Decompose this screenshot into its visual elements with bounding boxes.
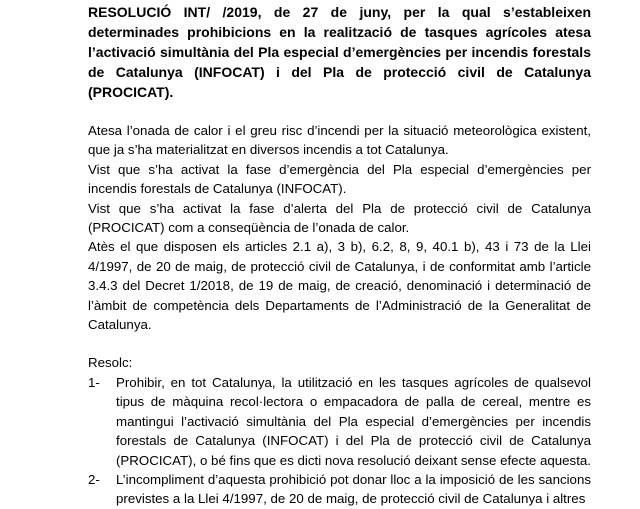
resolution-list	[88, 373, 591, 509]
item-number: 1-	[88, 374, 100, 390]
spacer	[88, 102, 591, 121]
paragraph-ates: Atès el que disposen els articles 2.1 a), 3 b), 6.2, 8, 9, 40.1 b), 43 i 73 de la Llei 4/1997, de 20 de maig, de protecció civil de Catalunya, i de conformitat amb l’article 3.4.3 del Decret 1/2018, de 19 de maig, de creació, denominació i determinació de l’àmbit de competència dels Departaments de l’Administració de la Generalitat de Catalunya.	[88, 239, 591, 333]
paragraph-vist-procicat: Vist que s’ha activat la fase d’alerta del Pla de protecció civil de Catalunya (PROCICAT) com a conseqüència de l’onada de calor.	[88, 200, 591, 236]
paragraph-atesa: Atesa l’onada de calor i el greu risc d’incendi per la situació meteorològica existent, que ja s’ha materialitzat en diversos incendis a tot Catalunya.	[88, 123, 591, 158]
document-title: RESOLUCIÓ INT/ /2019, de 27 de juny, per la qual s’estableixen determinades prohibicions en la realització de tasques agrícoles atesa l’activació simultània del Pla especial d’emergències per incendis forestals de Catalunya (INFOCAT) i del Pla de protecció civil de Catalunya (PROCICAT).	[88, 4, 591, 100]
list-item	[88, 470, 591, 509]
list-item	[88, 373, 591, 470]
item-text: Prohibir, en tot Catalunya, la utilització en les tasques agrícoles de qualsevol tipus de màquina recol·lectora o empacadora de palla de cereal, mentre es mantingui l’activació simultània del Pla especial d’emergències per incendis forestals de Catalunya (INFOCAT) i del Pla de protecció civil de Catalunya (PROCICAT), o bé fins que es dicti nova resolució deixant sense efecte aquesta.	[116, 374, 591, 468]
resolc-label: Resolc:	[88, 355, 133, 371]
item-text: L’incompliment d’aquesta prohibició pot donar lloc a la imposició de les sancions previstes a la Llei 4/1997, de 20 de maig, de protecció civil de Catalunya i altres	[116, 471, 591, 507]
paragraph-vist-infocat: Vist que s’ha activat la fase d’emergència del Pla especial d’emergències per incendis forestals de Catalunya (INFOCAT).	[88, 161, 591, 197]
spacer	[88, 334, 591, 353]
item-number: 2-	[88, 471, 100, 487]
